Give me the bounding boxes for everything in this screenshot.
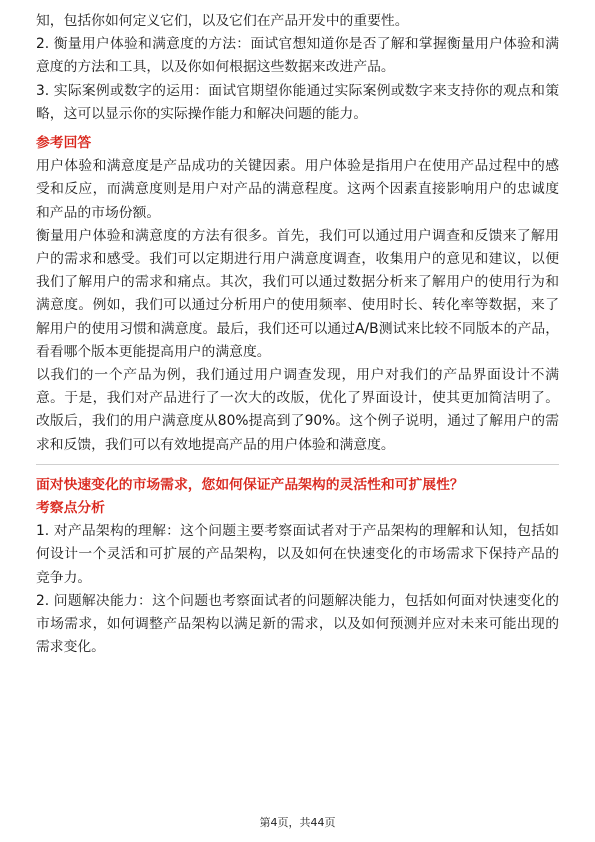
reference-paragraph-1: 用户体验和满意度是产品成功的关键因素。用户体验是指用户在使用产品过程中的感受和反应，而满意度则是用户对产品的满意程度。这两个因素直接影响用户的忠诚度和产品的市场份额。 (36, 158, 559, 221)
question-heading: 面对快速变化的市场需求，您如何保证产品架构的灵活性和可扩展性？ (36, 476, 464, 493)
reference-answer-heading: 参考回答 (36, 135, 92, 152)
intro-item-3: 3. 实际案例或数字的运用：面试官期望你能通过实际案例或数字来支持你的观点和策略，这可以显示你的实际操作能力和解决问题的能力。 (36, 82, 559, 122)
analysis-heading: 考察点分析 (36, 500, 105, 517)
reference-paragraph-2: 衡量用户体验和满意度的方法有很多。首先，我们可以通过用户调查和反馈来了解用户的需求和感受。我们可以定期进行用户满意度调查，收集用户的意见和建议，以便我们了解用户的需求和痛点。其次，我们可以通过数据分析来了解用户的使用行为和满意度。例如，我们可以通过分析用户的使用频率、使用时长、转化率等数据，来了解用户的使用习惯和满意度。最后，我们还可以通过A/B测试来比较不同版本的产品，看看哪个版本更能提高用户的满意度。 (36, 227, 559, 360)
analysis-item-2: 2. 问题解决能力：这个问题也考察面试者的问题解决能力，包括如何面对快速变化的市场需求，如何调整产品架构以满足新的需求，以及如何预测并应对未来可能出现的需求变化。 (36, 592, 559, 656)
page-content (36, 10, 559, 659)
intro-item-continuation: 知，包括你如何定义它们，以及它们在产品开发中的重要性。 (36, 13, 409, 29)
section-divider (36, 464, 559, 465)
reference-paragraph-3: 以我们的一个产品为例，我们通过用户调查发现，用户对我们的产品界面设计不满意。于是，我们对产品进行了一次大的改版，优化了界面设计，使其更加简洁明了。改版后，我们的用户满意度从80%提高到了90%。这个例子说明，通过了解用户的需求和反馈，我们可以有效地提高产品的用户体验和满意度。 (36, 367, 559, 453)
analysis-item-1: 1. 对产品架构的理解：这个问题主要考察面试者对于产品架构的理解和认知，包括如何设计一个灵活和可扩展的产品架构，以及如何在快速变化的市场需求下保持产品的竞争力。 (36, 523, 559, 586)
page-number-footer: 第4页，共44页 (259, 816, 336, 829)
intro-item-2: 2. 衡量用户体验和满意度的方法：面试官想知道你是否了解和掌握衡量用户体验和满意度的方法和工具，以及你如何根据这些数据来改进产品。 (36, 36, 559, 76)
